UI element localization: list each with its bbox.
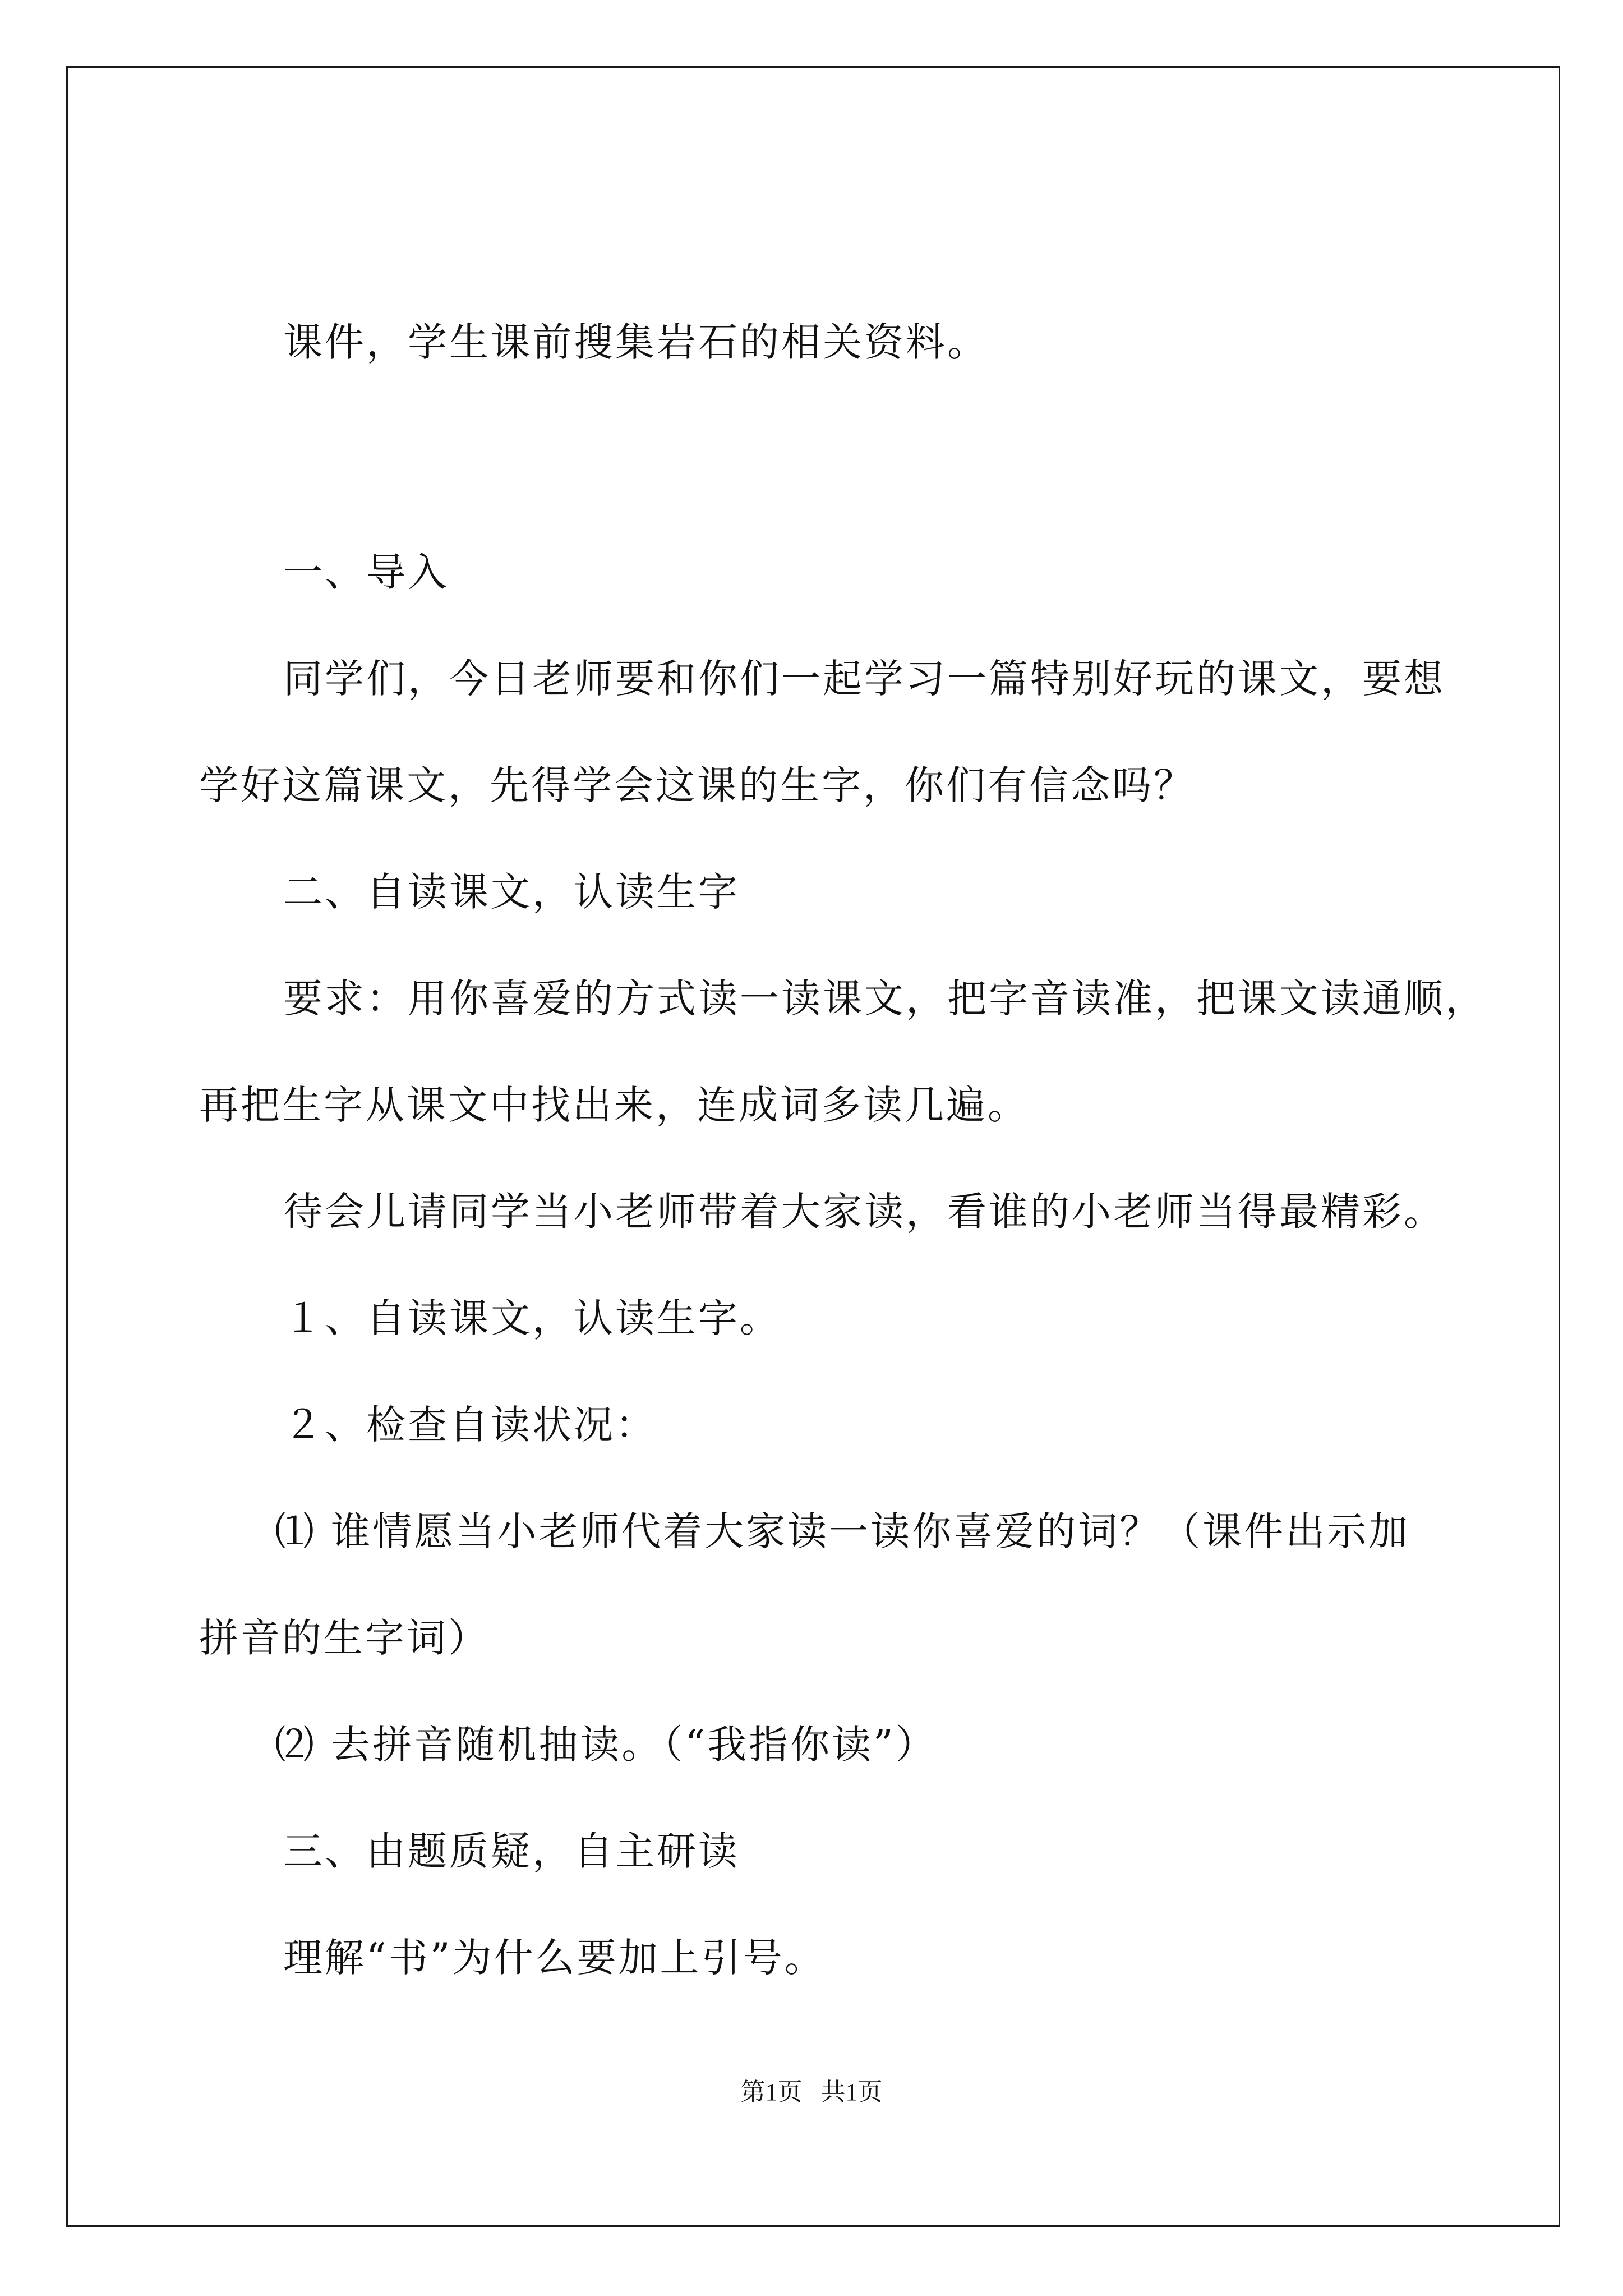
list-item-1: １、自读课文，认读生字。	[283, 1295, 781, 1341]
text-line-intro-1: 同学们，今日老师要和你们一起学习一篇特别好玩的课文，要想	[283, 656, 1445, 702]
sub-item-2: ⑵ 去拼音随机抽读。（“我指你读”）	[275, 1722, 937, 1768]
sub-item-1-line-2: 拼音的生字词）	[199, 1615, 490, 1661]
heading-intro: 一、导入	[283, 549, 449, 595]
sub-item-1-line-1: ⑴ 谁情愿当小老师代着大家读一读你喜爱的词？（课件出示加	[275, 1508, 1410, 1554]
text-line-small-teacher: 待会儿请同学当小老师带着大家读，看谁的小老师当得最精彩。	[283, 1189, 1445, 1235]
text-line-materials: 课件，学生课前搜集岩石的相关资料。	[283, 319, 989, 365]
text-line-requirement-2: 再把生字从课文中找出来，连成词多读几遍。	[199, 1082, 1029, 1128]
heading-self-reading: 二、自读课文，认读生字	[283, 869, 740, 915]
heading-questioning: 三、由题质疑，自主研读	[283, 1828, 740, 1874]
text-line-intro-2: 学好这篇课文，先得学会这课的生字，你们有信念吗？	[199, 762, 1195, 808]
page-footer: 第1页 共1页	[740, 2078, 883, 2106]
text-line-requirement-1: 要求：用你喜爱的方式读一读课文，把字音读准，把课文读通顺，	[283, 976, 1487, 1022]
text-line-quotes: 理解“书”为什么要加上引号。	[283, 1935, 826, 1981]
page-border	[66, 66, 1560, 2227]
list-item-2: ２、检查自读状况：	[283, 1402, 657, 1448]
